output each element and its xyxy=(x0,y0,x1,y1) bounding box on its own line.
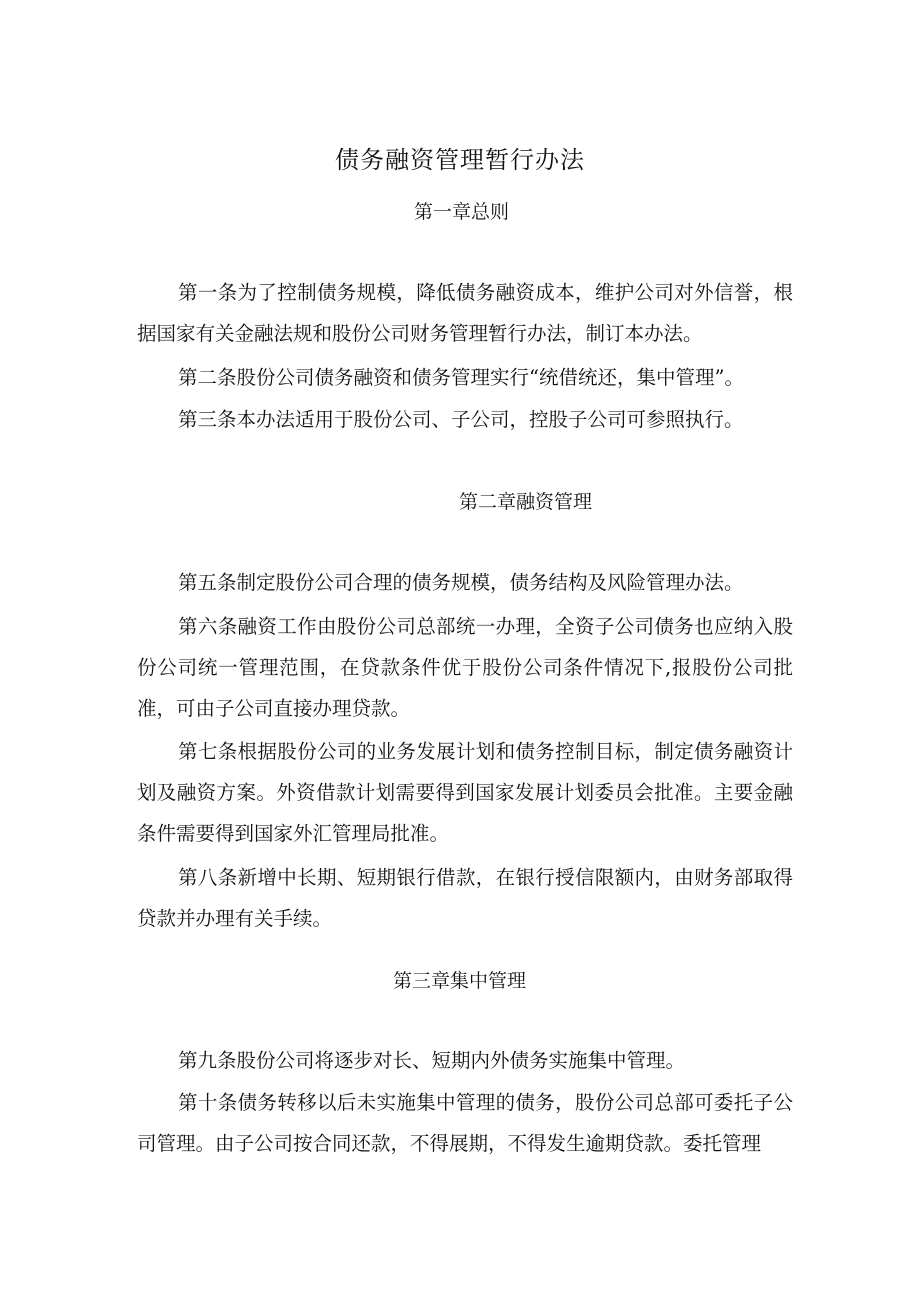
article-9: 第九条股份公司将逐步对长、短期内外债务实施集中管理。 xyxy=(178,1049,686,1072)
article-7: 第七条根据股份公司的业务发展计划和债务控制目标，制定债务融资计划及融资方案。外资借款计划需要得到国家发展计划委员会批准。主要金融条件需要得到国家外汇管理局批准。 xyxy=(137,740,793,845)
article-3: 第三条本办法适用于股份公司、子公司，控股子公司可参照执行。 xyxy=(178,408,744,431)
article-5: 第五条制定股份公司合理的债务规模，债务结构及风险管理办法。 xyxy=(178,571,744,594)
article-6: 第六条融资工作由股份公司总部统一办理，全资子公司债务也应纳入股份公司统一管理范围，在贷款条件优于股份公司条件情况下,报股份公司批准，可由子公司直接办理贷款。 xyxy=(137,615,793,720)
article-1: 第一条为了控制债务规模，降低债务融资成本，维护公司对外信誉，根据国家有关金融法规和股份公司财务管理暂行办法，制订本办法。 xyxy=(137,281,793,345)
chapter-1-heading: 第一章总则 xyxy=(414,201,510,223)
document-title: 债务融资管理暂行办法 xyxy=(335,146,585,174)
article-10: 第十条债务转移以后未实施集中管理的债务，股份公司总部可委托子公司管理。由子公司按合同还款，不得展期，不得发生逾期贷款。委托管理 xyxy=(137,1091,793,1155)
chapter-3-heading: 第三章集中管理 xyxy=(393,970,527,992)
article-2: 第二条股份公司债务融资和债务管理实行“统借统还，集中管理”。 xyxy=(178,366,744,389)
chapter-2-heading: 第二章融资管理 xyxy=(459,491,593,513)
article-8: 第八条新增中长期、短期银行借款，在银行授信限额内，由财务部取得贷款并办理有关手续。 xyxy=(137,866,793,930)
